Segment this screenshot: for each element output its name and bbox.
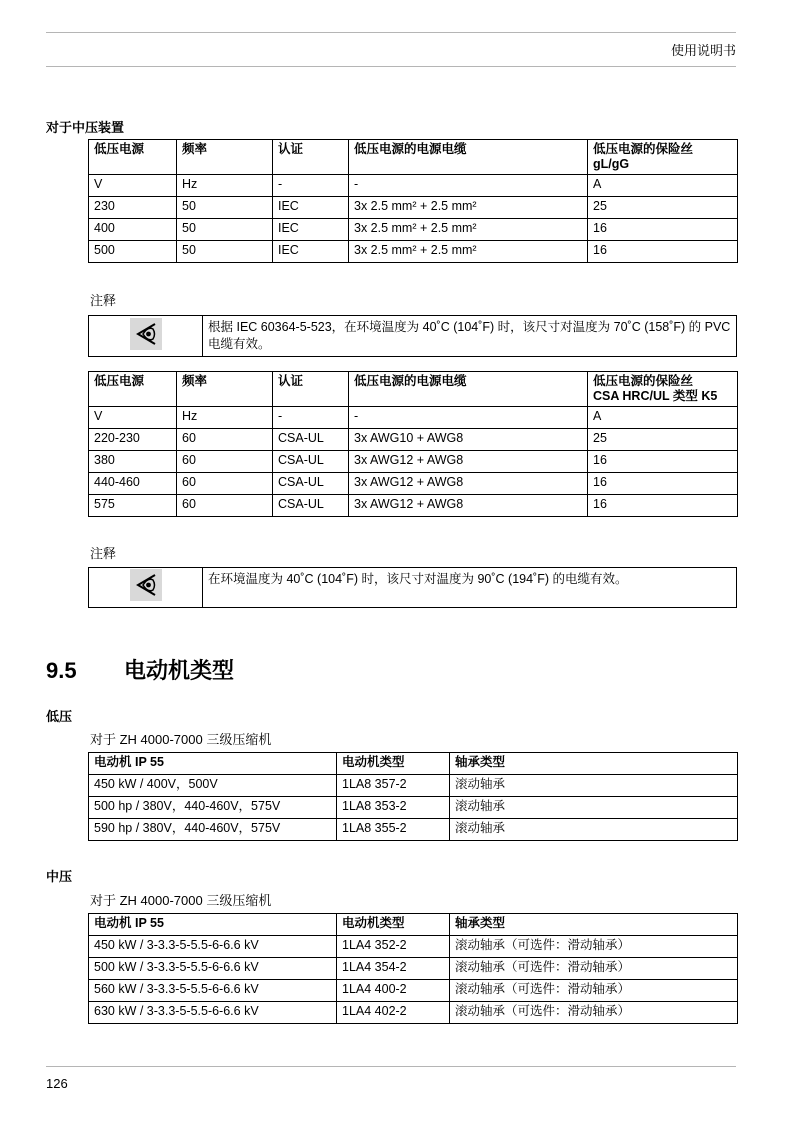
table-cell: 60 [177, 495, 273, 517]
section-number: 9.5 [46, 658, 77, 683]
table-cell: 630 kW / 3-3.3-5-5.5-6-6.6 kV [89, 1002, 337, 1024]
table-cell: 60 [177, 451, 273, 473]
header-cell: 认证 [273, 372, 349, 407]
note-box [88, 567, 737, 608]
table-row [89, 197, 738, 219]
csa-ul-power-supply-table [88, 371, 738, 517]
table-cell: IEC [273, 219, 349, 241]
table-row [89, 451, 738, 473]
table-cell: 滚动轴承（可选件：滑动轴承） [450, 1002, 738, 1024]
table-cell: 560 kW / 3-3.3-5-5.5-6-6.6 kV [89, 980, 337, 1002]
eye-note-icon [89, 316, 203, 357]
table-cell: 590 hp / 380V，440-460V，575V [89, 819, 337, 841]
header-cell: 低压电源的保险丝 gL/gG [588, 140, 738, 175]
low-voltage-heading: 低压 [46, 709, 73, 724]
table-cell: 220-230 [89, 429, 177, 451]
table-row [89, 241, 738, 263]
table-cell: - [349, 407, 588, 429]
table-row [89, 936, 738, 958]
table-cell: CSA-UL [273, 495, 349, 517]
table-row [89, 473, 738, 495]
table-cell: 25 [588, 429, 738, 451]
table-row [89, 429, 738, 451]
note-label: 注释 [90, 293, 117, 308]
table-row [89, 958, 738, 980]
table-cell: A [588, 175, 738, 197]
header-cell: 低压电源 [89, 140, 177, 175]
table-cell: 575 [89, 495, 177, 517]
table-cell: 1LA8 353-2 [337, 797, 450, 819]
table-row [89, 819, 738, 841]
table-cell: 16 [588, 219, 738, 241]
table-cell: V [89, 407, 177, 429]
table-cell: 450 kW / 3-3.3-5-5.5-6-6.6 kV [89, 936, 337, 958]
table-cell: 1LA4 400-2 [337, 980, 450, 1002]
table-cell: 16 [588, 451, 738, 473]
table-cell: 滚动轴承（可选件：滑动轴承） [450, 936, 738, 958]
table-cell: CSA-UL [273, 451, 349, 473]
header-cell: 电动机类型 [337, 753, 450, 775]
table-cell: V [89, 175, 177, 197]
note-box [88, 315, 737, 357]
header-cell: 频率 [177, 372, 273, 407]
note-text: 根据 IEC 60364-5-523，在环境温度为 40˚C (104˚F) 时，该尺寸对温度为 70˚C (158˚F) 的 PVC 电缆有效。 [203, 316, 737, 357]
table-cell: 500 [89, 241, 177, 263]
table-cell: 1LA8 357-2 [337, 775, 450, 797]
header-cell: 电动机 IP 55 [89, 914, 337, 936]
table-cell: 3x 2.5 mm² + 2.5 mm² [349, 241, 588, 263]
medium-voltage-intro: 对于 ZH 4000-7000 三级压缩机 [90, 893, 272, 908]
table-row [89, 1002, 738, 1024]
header-rule-top [46, 32, 736, 33]
note-text: 在环境温度为 40˚C (104˚F) 时，该尺寸对温度为 90˚C (194˚F) 的电缆有效。 [203, 568, 737, 608]
section-title: 电动机类型 [124, 658, 235, 683]
iec-power-supply-table [88, 139, 738, 263]
table-cell: 60 [177, 473, 273, 495]
note-label: 注释 [90, 546, 117, 561]
mv-installation-heading: 对于中压装置 [46, 120, 125, 135]
table-row [89, 407, 738, 429]
table-cell: 滚动轴承（可选件：滑动轴承） [450, 958, 738, 980]
low-voltage-intro: 对于 ZH 4000-7000 三级压缩机 [90, 732, 272, 747]
table-row [89, 775, 738, 797]
table-cell: 3x 2.5 mm² + 2.5 mm² [349, 219, 588, 241]
table-cell: 3x AWG12 + AWG8 [349, 495, 588, 517]
table-header-row [89, 140, 738, 175]
table-row [89, 980, 738, 1002]
medium-voltage-motor-table [88, 913, 738, 1024]
table-cell: 3x AWG12 + AWG8 [349, 451, 588, 473]
table-cell: 滚动轴承 [450, 775, 738, 797]
table-cell: 3x AWG12 + AWG8 [349, 473, 588, 495]
table-cell: 50 [177, 197, 273, 219]
table-cell: 16 [588, 495, 738, 517]
table-row [89, 175, 738, 197]
header-cell: 低压电源的保险丝 CSA HRC/UL 类型 K5 [588, 372, 738, 407]
header-cell: 认证 [273, 140, 349, 175]
header-cell: 电动机类型 [337, 914, 450, 936]
header-cell: 轴承类型 [450, 914, 738, 936]
table-cell: 1LA4 402-2 [337, 1002, 450, 1024]
table-cell: 3x 2.5 mm² + 2.5 mm² [349, 197, 588, 219]
table-row [89, 797, 738, 819]
section-heading [46, 654, 234, 685]
header-cell: 低压电源 [89, 372, 177, 407]
table-cell: 500 kW / 3-3.3-5-5.5-6-6.6 kV [89, 958, 337, 980]
table-cell: IEC [273, 241, 349, 263]
header-rule-bottom [46, 66, 736, 67]
table-cell: 500 hp / 380V，440-460V，575V [89, 797, 337, 819]
table-header-row [89, 753, 738, 775]
table-row [89, 495, 738, 517]
footer-rule [46, 1066, 736, 1067]
table-cell: 50 [177, 241, 273, 263]
table-cell: 450 kW / 400V，500V [89, 775, 337, 797]
table-cell: CSA-UL [273, 429, 349, 451]
header-cell: 轴承类型 [450, 753, 738, 775]
table-cell: 1LA8 355-2 [337, 819, 450, 841]
table-cell: 3x AWG10 + AWG8 [349, 429, 588, 451]
table-cell: 25 [588, 197, 738, 219]
table-cell: 滚动轴承 [450, 819, 738, 841]
table-cell: 380 [89, 451, 177, 473]
table-cell: 440-460 [89, 473, 177, 495]
table-cell: 50 [177, 219, 273, 241]
table-cell: 1LA4 354-2 [337, 958, 450, 980]
header-cell: 电动机 IP 55 [89, 753, 337, 775]
table-cell: - [273, 175, 349, 197]
table-cell: Hz [177, 407, 273, 429]
table-cell: 16 [588, 473, 738, 495]
low-voltage-motor-table [88, 752, 738, 841]
table-cell: Hz [177, 175, 273, 197]
header-cell: 频率 [177, 140, 273, 175]
table-cell: CSA-UL [273, 473, 349, 495]
table-cell: IEC [273, 197, 349, 219]
table-cell: 230 [89, 197, 177, 219]
table-row [89, 219, 738, 241]
table-cell: A [588, 407, 738, 429]
table-cell: - [349, 175, 588, 197]
manual-title: 使用说明书 [670, 43, 736, 58]
table-header-row [89, 914, 738, 936]
page-number: 126 [46, 1076, 68, 1091]
table-cell: 滚动轴承 [450, 797, 738, 819]
table-header-row [89, 372, 738, 407]
table-cell: 400 [89, 219, 177, 241]
table-cell: 1LA4 352-2 [337, 936, 450, 958]
eye-note-icon [89, 568, 203, 608]
table-cell: 60 [177, 429, 273, 451]
table-cell: - [273, 407, 349, 429]
header-cell: 低压电源的电源电缆 [349, 372, 588, 407]
table-cell: 16 [588, 241, 738, 263]
header-cell: 低压电源的电源电缆 [349, 140, 588, 175]
medium-voltage-heading: 中压 [46, 869, 73, 884]
table-cell: 滚动轴承（可选件：滑动轴承） [450, 980, 738, 1002]
